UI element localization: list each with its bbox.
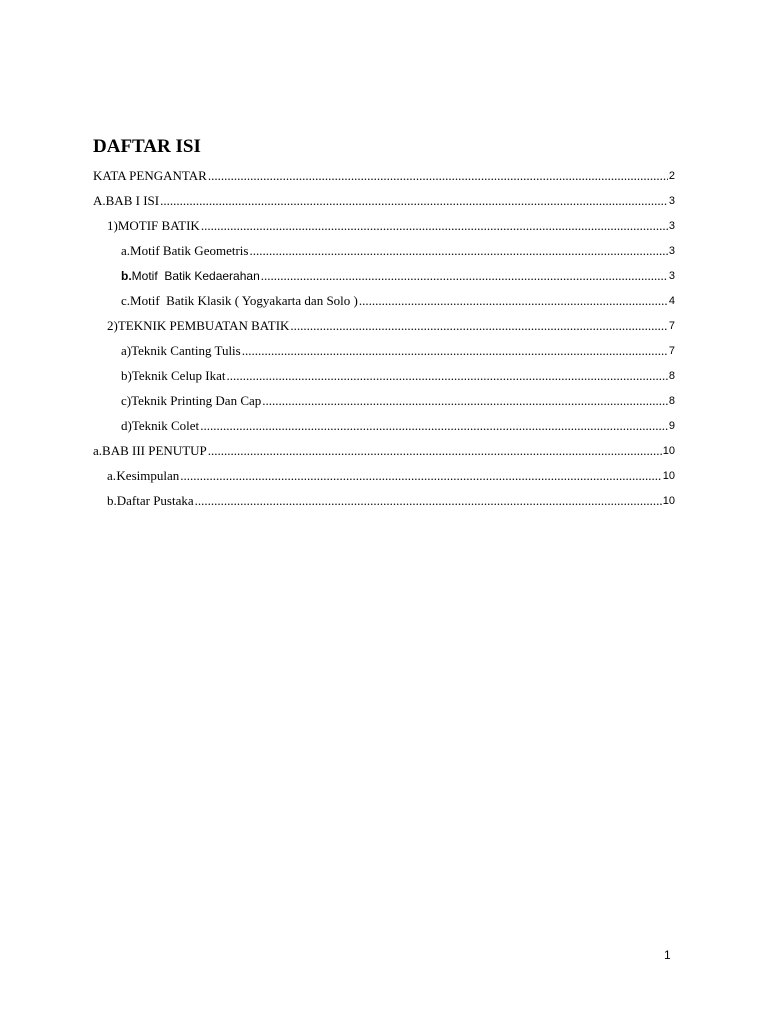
page-number: 1: [664, 948, 671, 962]
toc-entry-number: a.: [107, 468, 117, 483]
toc-leader-dots: [261, 268, 668, 284]
toc-entry-text: Teknik Colet: [131, 418, 200, 433]
toc-entry-number: b.: [121, 269, 132, 283]
toc-entry-text: Motif Batik Geometris: [130, 243, 249, 258]
toc-leader-dots: [201, 218, 668, 234]
toc-leader-dots: [249, 243, 667, 259]
toc-page-number: 10: [662, 495, 675, 507]
toc-entry-motif-batik[interactable]: [107, 216, 675, 234]
toc-title: DAFTAR ISI: [93, 136, 201, 157]
toc-entry-text: MOTIF BATIK: [117, 218, 200, 233]
toc-page-number: 3: [668, 195, 675, 207]
toc-entry-teknik-colet[interactable]: [121, 416, 675, 434]
toc-entry-text: BAB III PENUTUP: [102, 443, 207, 458]
toc-entry-motif-batik-klasik[interactable]: [121, 291, 675, 309]
toc-page-number: 8: [668, 370, 675, 382]
toc-leader-dots: [208, 168, 668, 184]
toc-entry-motif-batik-kedaerahan[interactable]: [121, 266, 675, 284]
toc-entry-teknik-canting-tulis[interactable]: [121, 341, 675, 359]
toc-leader-dots: [227, 368, 668, 384]
toc-entry-text: Motif Batik Klasik ( Yogyakarta dan Solo ): [130, 293, 358, 308]
toc-page-number: 9: [668, 420, 675, 432]
toc-page-number: 10: [662, 470, 675, 482]
toc-leader-dots: [160, 193, 668, 209]
toc-entry-text: KATA PENGANTAR: [93, 168, 207, 183]
toc-entry-number: a.: [121, 243, 131, 258]
toc-page-number: 10: [662, 445, 675, 457]
toc-entry-number: A.: [93, 193, 106, 208]
toc-entry-text: Motif Batik Kedaerahan: [131, 269, 260, 283]
toc-entry-number: d): [121, 418, 132, 433]
toc-leader-dots: [208, 443, 662, 459]
toc-entry-text: Teknik Celup Ikat: [131, 368, 226, 383]
toc-entry-text: BAB I ISI: [105, 193, 160, 208]
toc-entry-number: a.: [93, 443, 103, 458]
toc-entry-bab-iii-penutup[interactable]: [93, 441, 675, 459]
toc-leader-dots: [195, 493, 662, 509]
toc-entry-bab-i-isi[interactable]: [93, 191, 675, 209]
toc-entry-teknik-pembuatan-batik[interactable]: [107, 316, 675, 334]
toc-leader-dots: [290, 318, 667, 334]
toc-entry-number: 2): [107, 318, 118, 333]
toc-page-number: 7: [668, 320, 675, 332]
toc-page-number: 7: [668, 345, 675, 357]
toc-leader-dots: [200, 418, 668, 434]
toc-entry-text: Teknik Printing Dan Cap: [131, 393, 262, 408]
toc-leader-dots: [242, 343, 668, 359]
toc-entry-teknik-printing-dan-cap[interactable]: [121, 391, 675, 409]
toc-entry-text: Kesimpulan: [116, 468, 180, 483]
toc-entry-text: Daftar Pustaka: [116, 493, 194, 508]
toc-entry-motif-batik-geometris[interactable]: [121, 241, 675, 259]
toc-entry-number: b): [121, 368, 132, 383]
toc-entry-number: c.: [121, 293, 131, 308]
toc-page-number: 2: [668, 170, 675, 182]
toc-page-number: 4: [668, 295, 675, 307]
toc-page-number: 3: [668, 220, 675, 232]
toc-entry-kata-pengantar[interactable]: [93, 166, 675, 184]
toc-entry-text: Teknik Canting Tulis: [131, 343, 241, 358]
toc-entry-daftar-pustaka[interactable]: [107, 491, 675, 509]
toc-entry-number: a): [121, 343, 132, 358]
toc-entry-number: b.: [107, 493, 117, 508]
toc-entry-text: TEKNIK PEMBUATAN BATIK: [117, 318, 290, 333]
toc-entry-number: 1): [107, 218, 118, 233]
toc-entry-number: c): [121, 393, 132, 408]
toc-page-number: 3: [668, 270, 675, 282]
toc-leader-dots: [262, 393, 668, 409]
toc-entry-kesimpulan[interactable]: [107, 466, 675, 484]
toc-leader-dots: [180, 468, 662, 484]
toc-entry-teknik-celup-ikat[interactable]: [121, 366, 675, 384]
toc-page-number: 8: [668, 395, 675, 407]
toc-leader-dots: [359, 293, 668, 309]
toc-page-number: 3: [668, 245, 675, 257]
